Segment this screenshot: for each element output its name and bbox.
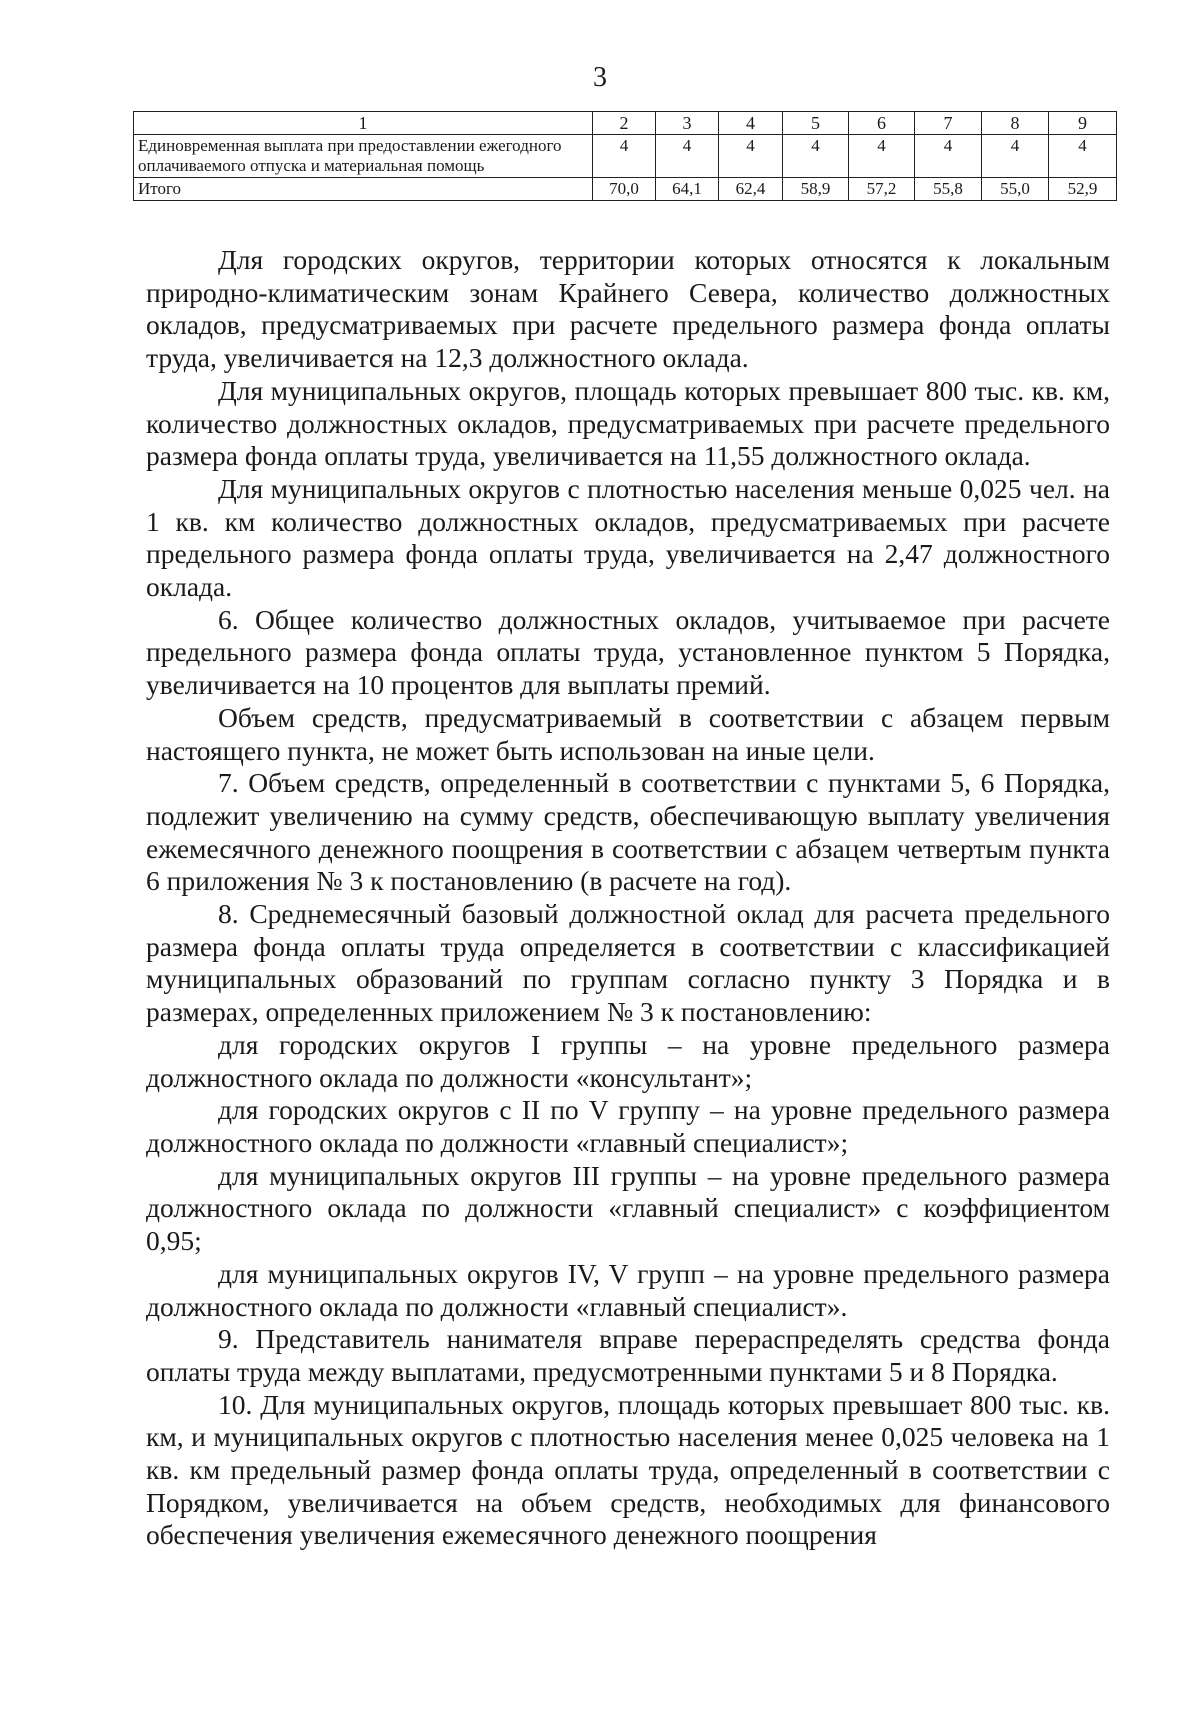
paragraph: Объем средств, предусматриваемый в соответствии с абзацем первым настоящего пункта, не может быть использован на иные цели. [146,701,1110,766]
table-cell: 4 [1049,135,1117,178]
table-cell: 4 [982,135,1049,178]
table-cell: 4 [719,135,783,178]
table-header-cell: 8 [982,112,1049,135]
paragraph: 6. Общее количество должностных окладов, учитываемое при расчете предельного размера фонда оплаты труда, установленное пунктом 5 Порядка, увеличивается на 10 процентов для выплаты премий. [146,603,1110,701]
row-label: Итого [134,178,593,201]
paragraph: 7. Объем средств, определенный в соответствии с пунктами 5, 6 Порядка, подлежит увеличению на сумму средств, обеспечивающую выплату увеличения ежемесячного денежного поощрения в соответствии с абзацем четвертым пункта 6 приложения № 3 к постановлению (в расчете на год). [146,767,1110,897]
table-header-cell: 3 [656,112,719,135]
table-cell: 52,9 [1049,178,1117,201]
paragraph: 8. Среднемесячный базовый должностной оклад для расчета предельного размера фонда оплаты труда определяется в соответствии с классификацией муниципальных образований по группам согласно пункту 3 Порядка и в размерах, определенных приложением № 3 к постановлению: [146,898,1110,1028]
table-cell: 62,4 [719,178,783,201]
table-header-cell: 4 [719,112,783,135]
table-header-cell: 7 [915,112,982,135]
table-cell: 4 [593,135,656,178]
table-cell: 64,1 [656,178,719,201]
table-header-cell: 9 [1049,112,1117,135]
table-cell: 57,2 [849,178,915,201]
table-cell: 4 [849,135,915,178]
table-header-cell: 1 [134,112,593,135]
body-text [146,244,1110,1552]
paragraph: Для муниципальных округов с плотностью населения меньше 0,025 чел. на 1 кв. км количество должностных окладов, предусматриваемых при расчете предельного размера фонда оплаты труда, увеличивается на 2,47 должностного оклада. [146,472,1110,603]
table-row-total [134,178,1117,201]
table-cell: 4 [656,135,719,178]
paragraph: 9. Представитель нанимателя вправе перераспределять средства фонда оплаты труда между выплатами, предусмотренными пунктами 5 и 8 Порядка. [146,1323,1110,1387]
table-header-cell: 2 [593,112,656,135]
table-header-cell: 5 [783,112,849,135]
paragraph: 10. Для муниципальных округов, площадь которых превышает 800 тыс. кв. км, и муниципальных округов с плотностью населения менее 0,025 человека на 1 кв. км предельный размер фонда оплаты труда, определенный в соответствии с Порядком, увеличивается на объем средств, необходимых для финансового обеспечения увеличения ежемесячного денежного поощрения [146,1388,1110,1551]
table-cell: 4 [783,135,849,178]
paragraph: для городских округов с II по V группу – на уровне предельного размера должностного оклада по должности «главный специалист»; [146,1094,1110,1158]
table-cell: 70,0 [593,178,656,201]
paragraph: для муниципальных округов IV, V групп – на уровне предельного размера должностного оклада по должности «главный специалист». [146,1257,1110,1322]
table-header-row [134,112,1117,135]
paragraph: Для муниципальных округов, площадь которых превышает 800 тыс. кв. км, количество должностных окладов, предусматриваемых при расчете предельного размера фонда оплаты труда, увеличивается на 11,55 должностного оклада. [146,374,1110,472]
table-cell: 55,0 [982,178,1049,201]
paragraph: для городских округов I группы – на уровне предельного размера должностного оклада по должности «консультант»; [146,1028,1110,1093]
table-header-cell: 6 [849,112,915,135]
table-cell: 55,8 [915,178,982,201]
table-cell: 4 [915,135,982,178]
payroll-table [133,111,1117,201]
paragraph: для муниципальных округов III группы – на уровне предельного размера должностного оклада по должности «главный специалист» с коэффициентом 0,95; [146,1159,1110,1257]
table-cell: 58,9 [783,178,849,201]
row-label: Единовременная выплата при предоставлении ежегодного оплачиваемого отпуска и материальная помощь [134,135,593,178]
table-row [134,135,1117,178]
page-number: 3 [593,62,607,93]
paragraph: Для городских округов, территории которых относятся к локальным природно-климатическим зонам Крайнего Севера, количество должностных окладов, предусматриваемых при расчете предельного размера фонда оплаты труда, увеличивается на 12,3 должностного оклада. [146,244,1110,374]
